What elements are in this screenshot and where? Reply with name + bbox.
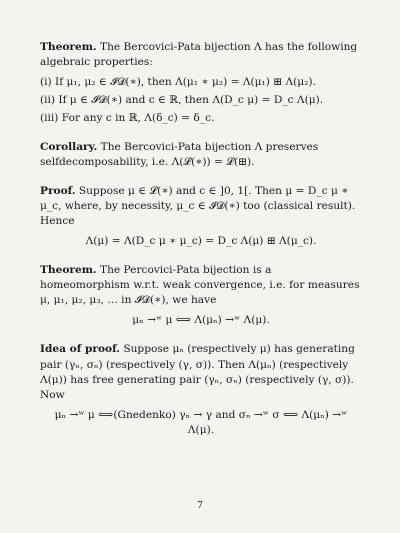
theorem-algebraic-properties bbox=[40, 40, 362, 126]
property-list bbox=[40, 75, 362, 126]
theorem2-statement bbox=[40, 263, 362, 308]
theorem2-heading: Theorem. bbox=[40, 264, 97, 277]
proof-text: Suppose μ ∈ 𝓛(∗) and c ∈ ]0, 1[. Then μ = D_c μ ∗ μ_c, where, by necessity, μ_c ∈ 𝓘𝓓(∗) too (classical result). Hence bbox=[40, 185, 356, 228]
corollary-text: The Bercovici-Pata bijection Λ preserves selfdecomposability, i.e. Λ(𝓛(∗)) = 𝓛(⊞). bbox=[40, 141, 319, 169]
idea-text: Suppose μₙ (respectively μ) has generating pair (γₙ, σₙ) (respectively (γ, σ)). Then Λ(μₙ) (respectively Λ(μ)) has free generating pair (γₙ, σₙ) (respectively (γ, σ)). Now bbox=[40, 343, 355, 401]
property-item: (iii) For any c in ℝ, Λ(δ_c) = δ_c. bbox=[40, 112, 215, 125]
property-item: (ii) If μ ∈ 𝓘𝓓(∗) and c ∈ ℝ, then Λ(D_c μ) = D_c Λ(μ). bbox=[40, 94, 324, 107]
proof-block bbox=[40, 184, 362, 249]
theorem-homeomorphism bbox=[40, 263, 362, 328]
idea-statement bbox=[40, 342, 362, 402]
theorem-heading: Theorem. bbox=[40, 41, 97, 53]
corollary-statement bbox=[40, 140, 362, 170]
idea-heading: Idea of proof. bbox=[40, 343, 120, 356]
theorem2-text: The Percovici-Pata bijection is a homeomorphism w.r.t. weak convergence, i.e. for measures μ, μ₁, μ₂, μ₃, … in 𝓘𝓓(∗), we have bbox=[40, 264, 360, 307]
proof-display-equation: Λ(μ) = Λ(D_c μ ∗ μ_c) = D_c Λ(μ) ⊞ Λ(μ_c). bbox=[85, 235, 317, 248]
theorem2-display-equation: μₙ →ʷ μ ⟺ Λ(μₙ) →ʷ Λ(μ). bbox=[132, 314, 270, 327]
theorem-statement bbox=[40, 40, 362, 70]
proof-statement bbox=[40, 184, 362, 229]
idea-of-proof-block bbox=[40, 342, 362, 437]
proof-heading: Proof. bbox=[40, 185, 76, 198]
theorem-text: The Bercovici-Pata bijection Λ has the following algebraic properties: bbox=[40, 41, 358, 69]
property-item: (i) If μ₁, μ₂ ∈ 𝓘𝓓(∗), then Λ(μ₁ ∗ μ₂) = Λ(μ₁) ⊞ Λ(μ₂). bbox=[40, 76, 316, 89]
page-number: 7 bbox=[197, 501, 203, 511]
idea-display-equation: μₙ →ʷ μ ⟺(Gnedenko) γₙ → γ and σₙ →ʷ σ ⟺ Λ(μₙ) →ʷ Λ(μ). bbox=[54, 408, 348, 436]
corollary-heading: Corollary. bbox=[40, 141, 98, 154]
corollary-block bbox=[40, 140, 362, 170]
